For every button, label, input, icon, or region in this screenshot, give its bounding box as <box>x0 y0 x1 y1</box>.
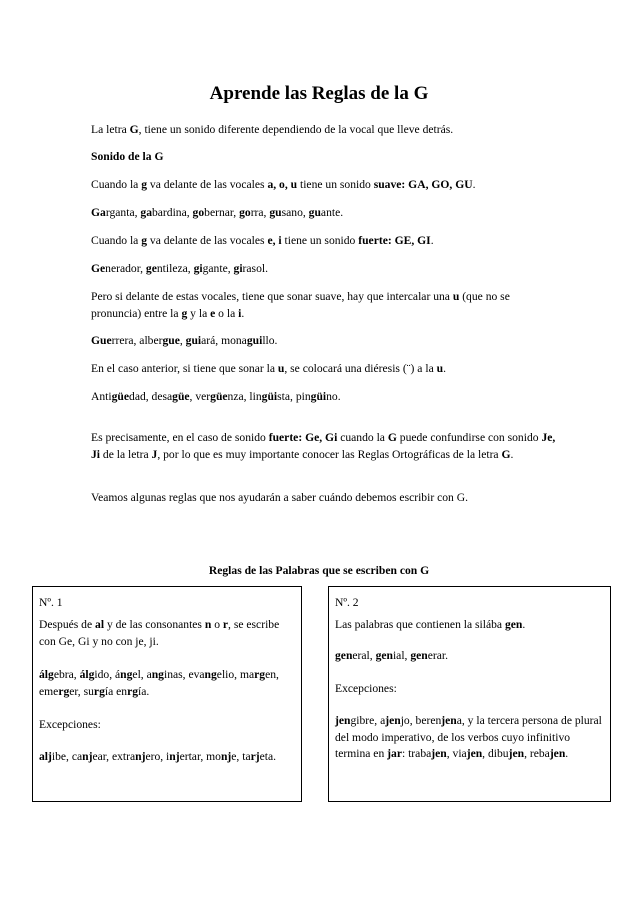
body-paragraph <box>91 233 561 250</box>
bold-text: n <box>204 618 212 631</box>
bold-text: ng <box>120 668 133 681</box>
text-run: (que no se pronuncia) entre la <box>91 290 510 320</box>
rule-text <box>39 749 295 766</box>
body-paragraph <box>91 289 561 322</box>
bold-text: i <box>238 306 242 320</box>
bold-text: nj <box>135 750 146 763</box>
text-run: Veamos algunas reglas que nos ayudarán a saber cuándo debemos escribir con G. <box>91 491 468 504</box>
text-run: Cuando la <box>91 178 142 191</box>
text-run: llo. <box>262 334 278 347</box>
rule-text <box>39 717 295 734</box>
text-run: bernar, <box>204 206 240 219</box>
rule-box-2 <box>328 586 611 802</box>
text-run: de la letra <box>100 447 152 461</box>
bold-text: u <box>452 290 460 303</box>
text-run: no. <box>326 390 341 403</box>
text-run: o la <box>215 306 239 320</box>
text-run: Excepciones: <box>335 682 397 695</box>
text-run: ertar, mo <box>179 750 221 763</box>
text-run: , se colocará una diéresis (¨) a la <box>284 362 437 375</box>
rule-text <box>335 617 604 634</box>
text-run: . <box>443 362 446 375</box>
bold-text: gi <box>193 262 203 275</box>
bold-text: Gue <box>91 334 112 347</box>
bold-text: álg <box>79 668 95 681</box>
text-run: gibre, a <box>350 714 386 727</box>
body-paragraph <box>91 261 561 278</box>
text-run: . <box>565 747 569 760</box>
bold-text: u <box>436 362 444 375</box>
bold-text: suave: GA, GO, GU <box>373 178 473 191</box>
rule-text <box>335 713 604 763</box>
text-run: ero, i <box>145 750 170 763</box>
text-run: , ver <box>189 390 211 403</box>
body-paragraph <box>91 430 561 463</box>
bold-text: güe <box>172 390 190 403</box>
bold-text: r <box>222 618 229 631</box>
text-run: . <box>430 234 434 247</box>
bold-text: g <box>141 178 148 191</box>
bold-text: Ge <box>91 262 106 275</box>
bold-text: güe <box>210 390 228 403</box>
text-run: ía. <box>138 684 150 698</box>
bold-text: rg <box>58 684 70 698</box>
text-run: , dibu <box>482 747 509 760</box>
text-run: rra, <box>250 206 270 219</box>
rule-text <box>335 681 604 698</box>
bold-text: güe <box>111 390 130 403</box>
rule-text <box>335 648 604 665</box>
text-run: y la <box>187 306 211 320</box>
rule-text <box>39 617 295 650</box>
rule-number: Nº. 2 <box>335 596 359 609</box>
text-run: rasol. <box>242 262 268 275</box>
text-run: puede confundirse con sonido <box>396 431 542 444</box>
text-run: sano, <box>281 206 309 219</box>
text-run: rganta, <box>105 206 141 219</box>
text-run: Pero si delante de estas vocales, tiene que sonar suave, hay que intercalar una <box>91 290 453 303</box>
bold-text: güi <box>310 390 327 403</box>
bold-text: gi <box>233 262 243 275</box>
body-paragraph <box>91 361 561 378</box>
text-run: , reba <box>524 747 550 760</box>
text-run: bardina, <box>151 206 193 219</box>
text-run: . <box>522 618 526 631</box>
text-run: ía en <box>104 684 128 698</box>
bold-text: nj <box>220 750 232 763</box>
bold-text: gen <box>375 649 393 662</box>
text-run: Las palabras que contienen la silába <box>335 618 505 631</box>
text-run: ial, <box>392 649 411 662</box>
bold-text: güi <box>261 390 278 403</box>
text-run: nza, lin <box>227 390 262 403</box>
text-run: va delante de las vocales <box>147 178 268 191</box>
text-run: eral, <box>352 649 376 662</box>
bold-text: jen <box>431 747 447 760</box>
text-run: , <box>179 334 186 347</box>
text-run: , tiene un sonido diferente dependiendo de la vocal que lleve detrás. <box>138 123 454 136</box>
bold-text: G <box>501 447 511 461</box>
bold-text: jar <box>387 747 402 760</box>
body-paragraph <box>91 205 561 222</box>
text-run: cuando la <box>337 431 388 444</box>
text-run: e, ta <box>231 750 251 763</box>
text-run: erar. <box>427 649 449 662</box>
bold-text: jen <box>385 714 401 727</box>
bold-text: gen <box>504 618 523 631</box>
body-paragraph <box>91 122 561 139</box>
text-run: Excepciones: <box>39 718 101 731</box>
text-run: ntileza, <box>156 262 194 275</box>
rule-box-1 <box>32 586 302 802</box>
bold-text: rg <box>127 684 139 698</box>
bold-text: g <box>141 234 148 247</box>
bold-text: jen <box>441 714 457 727</box>
text-run: va delante de las vocales <box>147 234 268 247</box>
bold-text: Sonido de la G <box>91 150 164 163</box>
text-run: rrera, alber <box>111 334 163 347</box>
bold-text: Ga <box>91 206 106 219</box>
bold-text: go <box>239 206 251 219</box>
bold-text: g <box>181 306 188 320</box>
text-run: Es precisamente, en el caso de sonido <box>91 431 269 444</box>
bold-text: álg <box>39 668 54 681</box>
text-run: Cuando la <box>91 234 142 247</box>
page-title: Aprende las Reglas de la G <box>209 83 429 104</box>
text-run: el, a <box>132 668 152 681</box>
text-run: En el caso anterior, si tiene que sonar la <box>91 362 278 375</box>
text-run: ante. <box>320 206 344 219</box>
bold-text: jen <box>508 747 525 760</box>
text-run: elio, ma <box>216 668 255 681</box>
body-paragraph <box>91 490 561 507</box>
text-run: a, y la tercera persona de plural del modo imperativo, de los verbos cuyo infinitivo termina en <box>335 714 602 760</box>
text-run: er, su <box>69 684 94 698</box>
text-run: y de las consonantes <box>104 618 205 631</box>
text-run: ido, á <box>94 668 121 681</box>
text-run: nerador, <box>105 262 146 275</box>
text-run: tiene un sonido <box>281 234 359 247</box>
text-run: eta. <box>259 750 277 763</box>
bold-text: jen <box>335 714 351 727</box>
bold-text: gen <box>335 649 353 662</box>
bold-text: Je, Ji <box>91 431 556 461</box>
bold-text: gui <box>246 334 263 347</box>
body-paragraph <box>91 333 561 350</box>
text-run: ebra, <box>53 668 80 681</box>
body-paragraph <box>91 177 561 194</box>
bold-text: J <box>151 447 158 461</box>
bold-text: gu <box>308 206 321 219</box>
text-run: ear, extra <box>92 750 136 763</box>
bold-text: nj <box>82 750 93 763</box>
bold-text: e, i <box>267 234 282 247</box>
bold-text: G <box>387 431 397 444</box>
text-run: . <box>472 178 476 191</box>
bold-text: gui <box>185 334 202 347</box>
text-run: o <box>211 618 223 631</box>
text-run: , via <box>446 747 467 760</box>
bold-text: rg <box>93 684 105 698</box>
bold-text: jen <box>549 747 566 760</box>
text-run: : traba <box>401 747 432 760</box>
bold-text: ga <box>140 206 152 219</box>
bold-text: gu <box>269 206 282 219</box>
text-run: en, eme <box>39 668 279 698</box>
text-run: tiene un sonido <box>297 178 374 191</box>
bold-text: e <box>210 306 216 320</box>
text-run: , se escribe con Ge, Gi y no con je, ji. <box>39 618 280 648</box>
text-run: jo, beren <box>400 714 442 727</box>
rules-section-title: Reglas de las Palabras que se escriben con G <box>208 564 430 577</box>
text-run: ará, mona <box>201 334 247 347</box>
bold-text: ge <box>145 262 157 275</box>
text-run: ibe, ca <box>51 750 83 763</box>
text-run: Anti <box>91 390 112 403</box>
bold-text: gue <box>162 334 180 347</box>
bold-text: gen <box>410 649 428 662</box>
bold-text: u <box>277 362 285 375</box>
bold-text: nj <box>169 750 180 763</box>
body-paragraph <box>91 149 561 166</box>
bold-text: rg <box>254 668 266 681</box>
text-run: gante, <box>202 262 234 275</box>
bold-text: G <box>129 123 139 136</box>
bold-text: go <box>192 206 205 219</box>
text-run: inas, eva <box>163 668 205 681</box>
text-run: , por lo que es muy importante conocer las Reglas Ortográficas de la letra <box>157 447 502 461</box>
bold-text: alj <box>39 750 52 763</box>
bold-text: al <box>95 618 105 631</box>
bold-text: ng <box>151 668 164 681</box>
bold-text: a, o, u <box>267 178 298 191</box>
text-run: . <box>510 447 514 461</box>
rule-text <box>39 667 295 700</box>
bold-text: ng <box>204 668 217 681</box>
text-run: . <box>241 306 245 320</box>
bold-text: fuerte: Ge, Gi <box>268 431 338 444</box>
body-paragraph <box>91 389 561 406</box>
bold-text: fuerte: GE, GI <box>358 234 431 247</box>
text-run: sta, pin <box>277 390 311 403</box>
text-run: Después de <box>39 618 96 631</box>
text-run: La letra <box>91 123 130 136</box>
text-run: dad, desa <box>129 390 173 403</box>
rule-number: Nº. 1 <box>39 596 63 609</box>
bold-text: rj <box>250 750 260 763</box>
bold-text: jen <box>466 747 483 760</box>
